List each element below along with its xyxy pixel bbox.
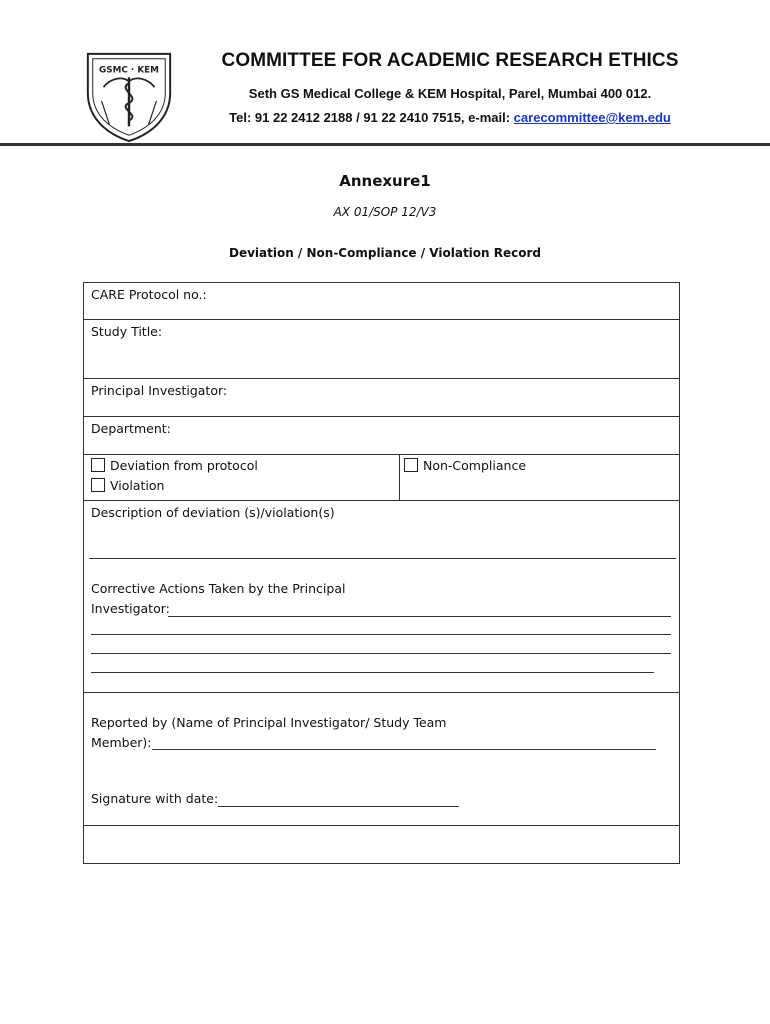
institution-address: Seth GS Medical College & KEM Hospital, Parel, Mumbai 400 012. bbox=[248, 86, 652, 101]
corrective-line[interactable] bbox=[168, 616, 671, 617]
deviation-checkbox[interactable] bbox=[91, 458, 105, 472]
non-compliance-label: Non-Compliance bbox=[423, 458, 527, 473]
annexure-title: Annexure1 bbox=[339, 172, 431, 190]
violation-checkbox[interactable] bbox=[91, 478, 105, 492]
department-row[interactable] bbox=[84, 417, 679, 455]
reported-by-label-cont: Member): bbox=[91, 735, 152, 750]
corrective-line[interactable] bbox=[91, 672, 654, 673]
description-label: Description of deviation (s)/violation(s) bbox=[91, 505, 335, 520]
protocol-row[interactable] bbox=[84, 283, 679, 320]
reporter-row bbox=[84, 693, 679, 826]
study-title-label: Study Title: bbox=[91, 324, 163, 339]
contact-info bbox=[180, 110, 720, 125]
violation-label: Violation bbox=[110, 478, 165, 493]
corrective-line[interactable] bbox=[91, 634, 671, 635]
description-and-actions-row bbox=[84, 501, 679, 693]
signature-line[interactable] bbox=[218, 806, 459, 807]
non-compliance-checkbox[interactable] bbox=[404, 458, 418, 472]
document-code: AX 01/SOP 12/V3 bbox=[333, 205, 437, 219]
header-divider bbox=[0, 143, 770, 146]
violation-option[interactable] bbox=[91, 478, 164, 493]
committee-title: COMMITTEE FOR ACADEMIC RESEARCH ETHICS bbox=[221, 50, 679, 71]
institution-logo bbox=[80, 46, 178, 144]
corrective-line[interactable] bbox=[91, 653, 671, 654]
signature-label: Signature with date: bbox=[91, 791, 219, 806]
type-row bbox=[84, 455, 679, 501]
blank-row[interactable] bbox=[84, 826, 679, 863]
corrective-label: Corrective Actions Taken by the Principal bbox=[91, 581, 346, 596]
protocol-label: CARE Protocol no.: bbox=[91, 287, 207, 302]
contact-phones: Tel: 91 22 2412 2188 / 91 22 2410 7515, e-mail: bbox=[229, 110, 514, 125]
corrective-label-cont: Investigator: bbox=[91, 601, 170, 616]
email-link[interactable]: carecommittee@kem.edu bbox=[513, 110, 671, 125]
reported-by-label: Reported by (Name of Principal Investigator/ Study Team bbox=[91, 715, 447, 730]
svg-text:GSMC · KEM: GSMC · KEM bbox=[99, 65, 159, 76]
deviation-label: Deviation from protocol bbox=[110, 458, 258, 473]
record-title: Deviation / Non-Compliance / Violation Record bbox=[228, 246, 542, 260]
deviation-record-form bbox=[83, 282, 680, 864]
pi-row[interactable] bbox=[84, 379, 679, 417]
non-compliance-option[interactable] bbox=[404, 458, 526, 473]
department-label: Department: bbox=[91, 421, 171, 436]
description-line[interactable] bbox=[89, 558, 676, 559]
pi-label: Principal Investigator: bbox=[91, 383, 228, 398]
reporter-name-line[interactable] bbox=[152, 749, 656, 750]
deviation-option[interactable] bbox=[91, 458, 258, 473]
study-title-row[interactable] bbox=[84, 320, 679, 379]
